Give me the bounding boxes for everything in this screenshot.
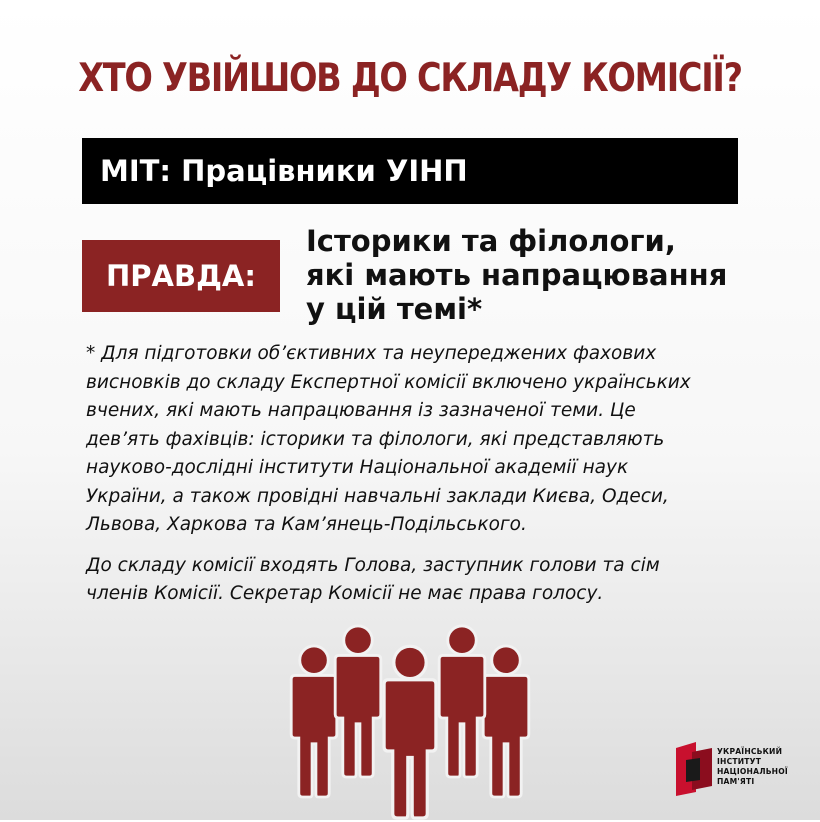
footnote-line: членів Комісії. Секретар Комісії не має права голосу. bbox=[86, 583, 604, 604]
footnote-paragraph-2 bbox=[86, 552, 746, 609]
footnote-line: висновків до складу Експертної комісії включено українських bbox=[86, 371, 691, 393]
myth-banner bbox=[82, 138, 738, 204]
logo-line: ІНСТИТУТ bbox=[717, 757, 762, 766]
logo-line: НАЦІОНАЛЬНОЇ bbox=[717, 767, 788, 776]
footnote-line: * Для підготовки об’єктивних та неупереджених фахових bbox=[86, 343, 657, 364]
footnote bbox=[86, 340, 746, 621]
truth-statement bbox=[306, 224, 746, 326]
truth-label: ПРАВДА: bbox=[106, 259, 256, 293]
footnote-line: Львова, Харкова та Кам’янець-Подільського. bbox=[86, 514, 527, 535]
footnote-paragraph-1 bbox=[86, 340, 746, 540]
myth-text: МІТ: Працівники УІНП bbox=[100, 154, 468, 188]
footnote-line: науково-дослідні інститути Національної академії наук bbox=[86, 457, 629, 478]
truth-line: Історики та філологи, bbox=[306, 224, 676, 258]
truth-badge bbox=[82, 240, 280, 312]
truth-line: у цій темі* bbox=[306, 292, 483, 326]
footnote-line: вчених, які мають напрацювання із зазначеної теми. Це bbox=[86, 400, 636, 421]
page-title: ХТО УВІЙШОВ ДО СКЛАДУ КОМІСІЇ? bbox=[78, 56, 742, 101]
truth-line: які мають напрацювання bbox=[306, 258, 728, 292]
institute-logo bbox=[676, 742, 806, 796]
footnote-line: дев’ять фахівців: історики та філологи, які представляють bbox=[86, 428, 665, 450]
institute-logo-icon bbox=[676, 742, 712, 796]
logo-line: УКРАЇНСЬКИЙ bbox=[717, 747, 783, 756]
institute-logo-text bbox=[717, 747, 788, 787]
footnote-line: України, а також провідні навчальні заклади Києва, Одеси, bbox=[86, 485, 669, 507]
logo-line: ПАМ'ЯТІ bbox=[717, 777, 755, 786]
group-of-people-icon bbox=[270, 612, 550, 822]
footnote-line: До складу комісії входять Голова, заступник голови та сім bbox=[86, 554, 660, 576]
